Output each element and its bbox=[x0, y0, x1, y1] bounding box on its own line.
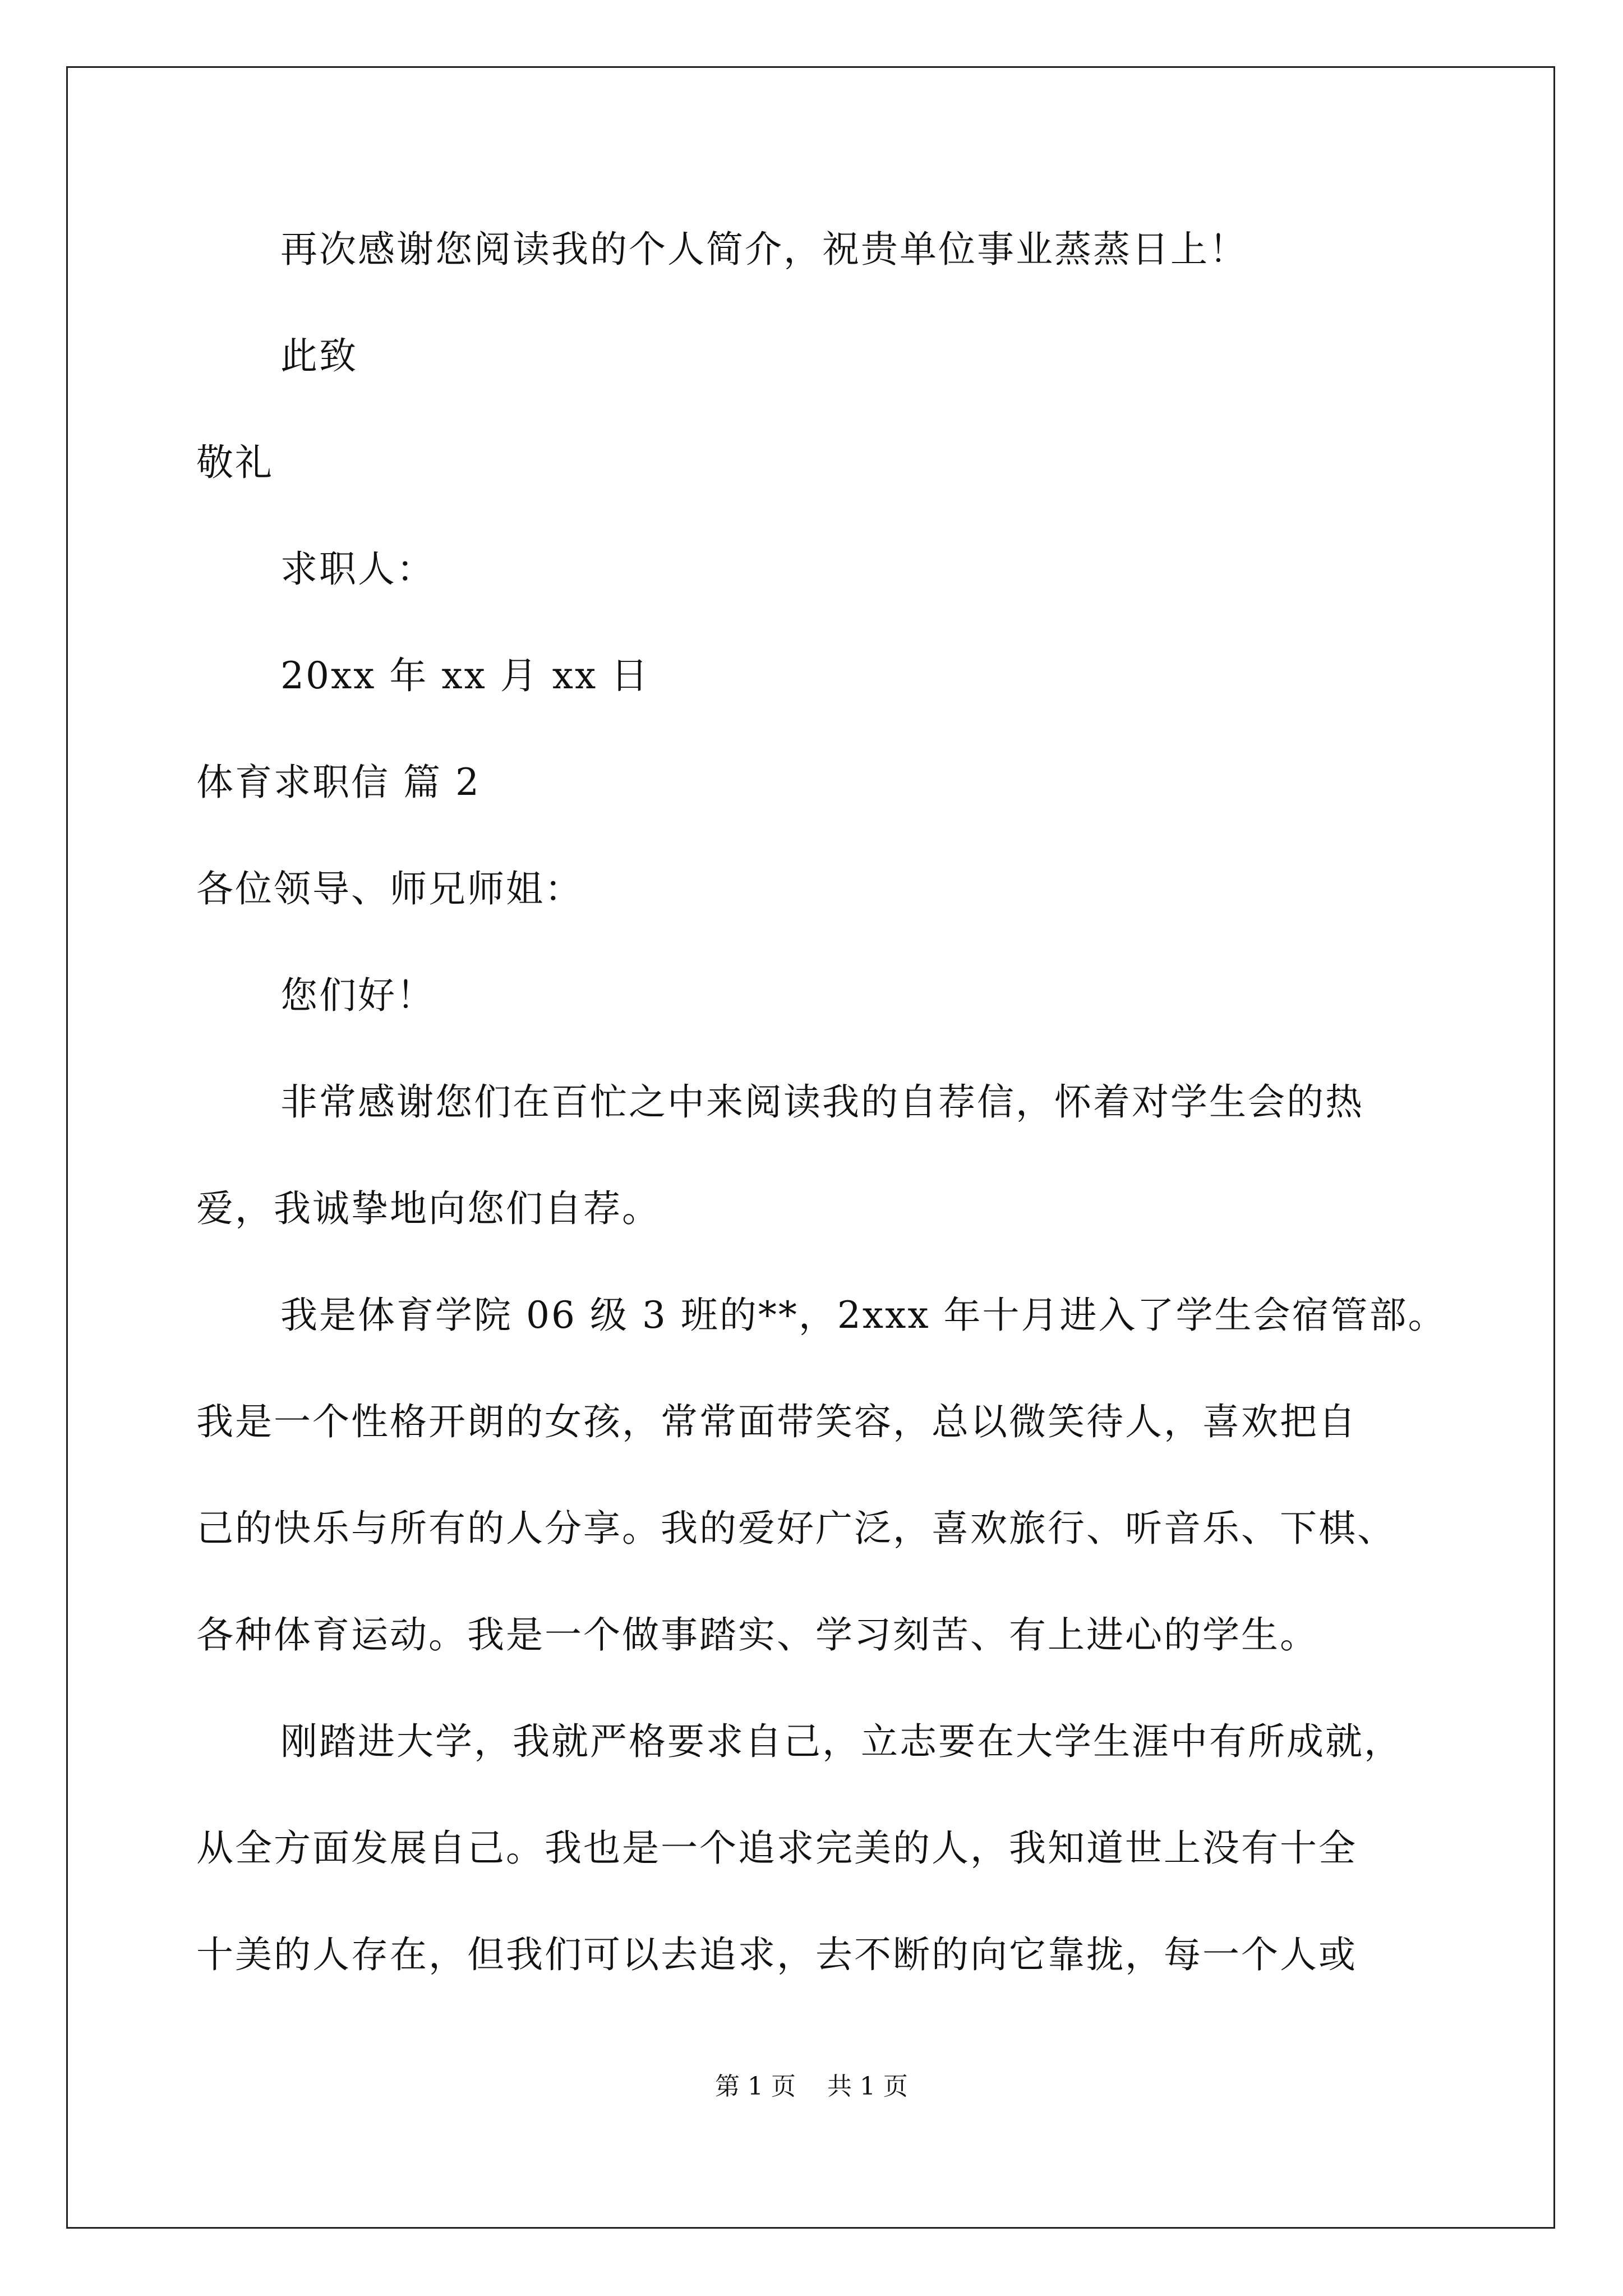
section-heading: 体育求职信 篇 2 bbox=[196, 761, 481, 804]
closing-thanks-line: 再次感谢您阅读我的个人简介，祝贵单位事业蒸蒸日上！ bbox=[280, 228, 1248, 271]
paragraph-line: 十美的人存在，但我们可以去追求，去不断的向它靠拢，每一个人或 bbox=[196, 1933, 1357, 1976]
paragraph-line: 己的快乐与所有的人分享。我的爱好广泛，喜欢旅行、听音乐、下棋、 bbox=[196, 1507, 1396, 1550]
paragraph-line: 爱，我诚挚地向您们自荐。 bbox=[196, 1187, 661, 1230]
page-footer: 第 1 页 共 1 页 bbox=[715, 2072, 908, 2101]
greeting-hello: 您们好！ bbox=[280, 974, 435, 1017]
salutation-cizhi: 此致 bbox=[280, 334, 358, 378]
salutation-jingli: 敬礼 bbox=[196, 441, 274, 484]
paragraph-line: 我是一个性格开朗的女孩，常常面带笑容，总以微笑待人，喜欢把自 bbox=[196, 1400, 1357, 1443]
paragraph-line: 从全方面发展自己。我也是一个追求完美的人，我知道世上没有十全 bbox=[196, 1826, 1357, 1870]
greeting-recipients: 各位领导、师兄师姐： bbox=[196, 867, 583, 910]
paragraph-line: 刚踏进大学，我就严格要求自己，立志要在大学生涯中有所成就， bbox=[280, 1720, 1403, 1763]
applicant-label: 求职人： bbox=[280, 547, 435, 591]
date-line: 20xx 年 xx 月 xx 日 bbox=[280, 654, 650, 697]
paragraph-line: 我是体育学院 06 级 3 班的**，2xxx 年十月进入了学生会宿管部。 bbox=[280, 1294, 1447, 1337]
page-border bbox=[66, 66, 1555, 2229]
paragraph-line: 各种体育运动。我是一个做事踏实、学习刻苦、有上进心的学生。 bbox=[196, 1613, 1318, 1657]
paragraph-line: 非常感谢您们在百忙之中来阅读我的自荐信，怀着对学生会的热 bbox=[280, 1080, 1364, 1124]
